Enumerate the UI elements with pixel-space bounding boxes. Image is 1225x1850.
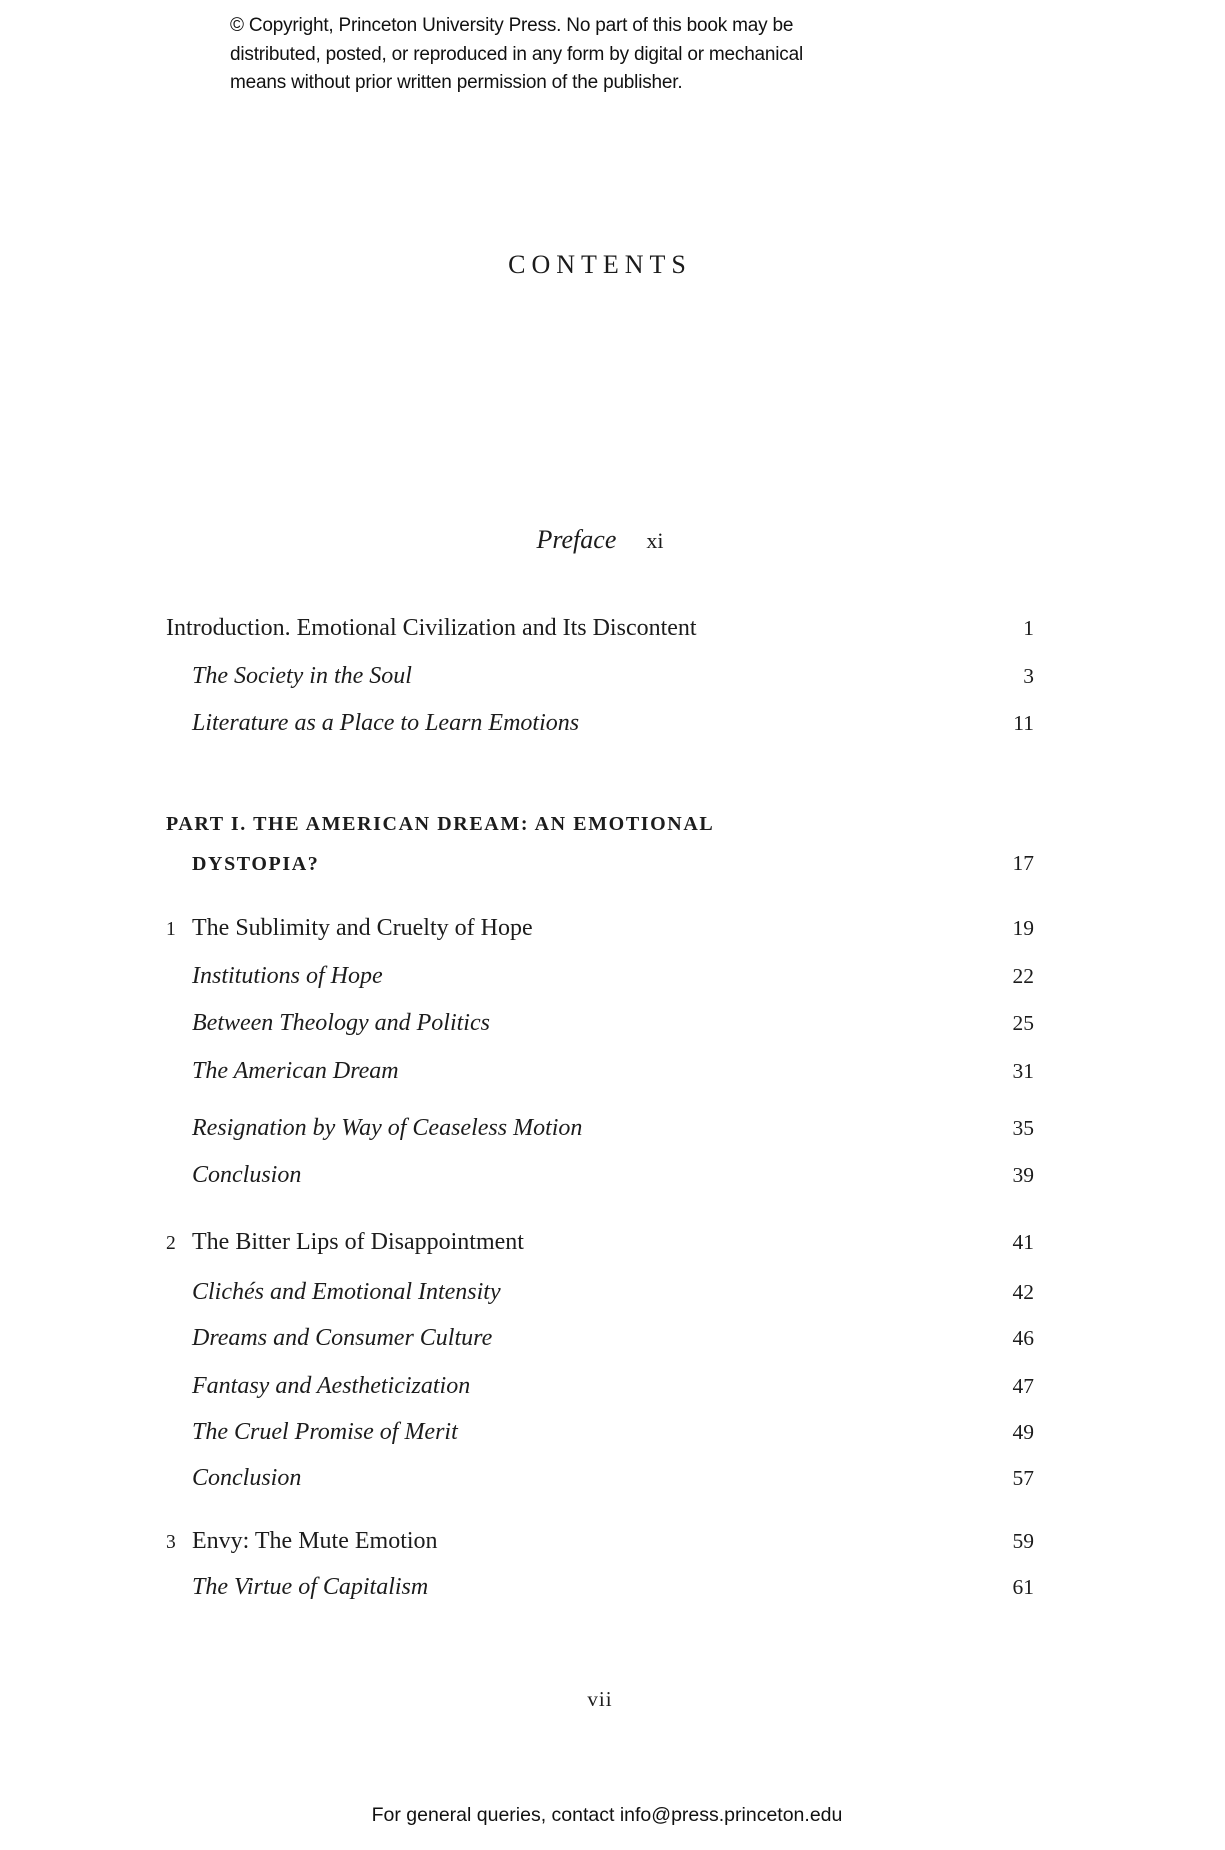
toc-entry-theology-politics [166, 1009, 1034, 1038]
toc-entry-part1-line2 [166, 851, 1034, 877]
toc-page-number: 19 [1012, 916, 1034, 940]
toc-title: Institutions of Hope [192, 963, 383, 989]
toc-entry-chapter-1 [166, 914, 1034, 943]
toc-page-number: 31 [1012, 1059, 1034, 1083]
general-queries-notice: For general queries, contact info@press.princeton.edu [371, 1804, 843, 1826]
copyright-line-1: © Copyright, Princeton University Press. No part of this book may be [230, 15, 794, 36]
copyright-line-3: means without prior written permission of the publisher. [230, 72, 683, 93]
toc-title: Fantasy and Aestheticization [192, 1373, 471, 1399]
folio-page-number: vii [587, 1687, 613, 1711]
toc-entry-fantasy-aestheticization [166, 1372, 1034, 1401]
toc-page-number: 61 [1012, 1575, 1034, 1599]
contents-heading: CONTENTS [508, 250, 692, 279]
toc-page-number: 17 [1012, 851, 1034, 875]
toc-chapter-number: 3 [166, 1532, 176, 1553]
toc-title: Literature as a Place to Learn Emotions [192, 710, 580, 736]
toc-entry-cliches [166, 1278, 1034, 1307]
toc-page-number: 41 [1012, 1230, 1034, 1254]
toc-page-number: 42 [1012, 1280, 1034, 1304]
toc-entry-chapter-2 [166, 1228, 1034, 1257]
toc-page-number: 22 [1012, 964, 1034, 988]
toc-entry-cruel-promise-of-merit [166, 1418, 1034, 1447]
toc-entry-chapter-3 [166, 1527, 1034, 1556]
toc-chapter-number: 2 [166, 1233, 176, 1254]
copyright-notice [230, 12, 803, 98]
toc-entry-conclusion-1 [166, 1161, 1034, 1190]
toc-entry-literature-emotions [166, 709, 1034, 738]
toc-title: Clichés and Emotional Intensity [192, 1279, 501, 1305]
copyright-line-2: distributed, posted, or reproduced in any form by digital or mechanical [230, 43, 804, 65]
toc-title: The Sublimity and Cruelty of Hope [192, 915, 533, 941]
toc-page-number: 1 [1023, 616, 1034, 640]
toc-page-number: 35 [1012, 1116, 1034, 1140]
toc-page-number: 25 [1012, 1011, 1034, 1035]
toc-title: Dreams and Consumer Culture [192, 1325, 493, 1351]
preface-entry [0, 525, 1200, 555]
toc-entry-institutions-of-hope [166, 962, 1034, 991]
toc-entry-dreams-consumer-culture [166, 1324, 1034, 1353]
toc-entry-american-dream [166, 1057, 1034, 1086]
toc-title: Envy: The Mute Emotion [192, 1528, 438, 1554]
toc-page-number: 49 [1012, 1420, 1034, 1444]
toc-title: PART I. THE AMERICAN DREAM: AN EMOTIONAL [166, 813, 715, 835]
toc-title: The Society in the Soul [192, 663, 412, 689]
toc-page-number: 39 [1012, 1163, 1034, 1187]
toc-page-number: 3 [1023, 664, 1034, 688]
toc-entry-part1-line1 [166, 812, 1034, 836]
toc-title: The American Dream [192, 1058, 399, 1084]
toc-page-number: 11 [1013, 711, 1034, 735]
toc-title: The Virtue of Capitalism [192, 1574, 429, 1600]
toc-entry-virtue-of-capitalism [166, 1573, 1034, 1602]
toc-title: Conclusion [192, 1465, 302, 1491]
toc-title: The Bitter Lips of Disappointment [192, 1229, 524, 1255]
toc-page-number: 47 [1012, 1374, 1034, 1398]
toc-title: Conclusion [192, 1162, 302, 1188]
toc-entry-conclusion-2 [166, 1464, 1034, 1493]
toc-page-number: 59 [1012, 1529, 1034, 1553]
toc-page-number: 57 [1012, 1466, 1034, 1490]
toc-page-number: 46 [1012, 1326, 1034, 1350]
toc-title: The Cruel Promise of Merit [192, 1419, 458, 1445]
preface-page-number: xi [646, 528, 664, 553]
toc-entry-society-in-the-soul [166, 662, 1034, 691]
toc-title: Resignation by Way of Ceaseless Motion [192, 1115, 583, 1141]
toc-title: Between Theology and Politics [192, 1010, 490, 1036]
toc-title: Introduction. Emotional Civilization and Its Discontent [166, 615, 697, 641]
toc-entry-resignation [166, 1114, 1034, 1143]
preface-title: Preface [536, 525, 617, 554]
toc-chapter-number: 1 [166, 919, 176, 940]
toc-entry-introduction [166, 614, 1034, 643]
toc-title: DYSTOPIA? [192, 853, 320, 875]
